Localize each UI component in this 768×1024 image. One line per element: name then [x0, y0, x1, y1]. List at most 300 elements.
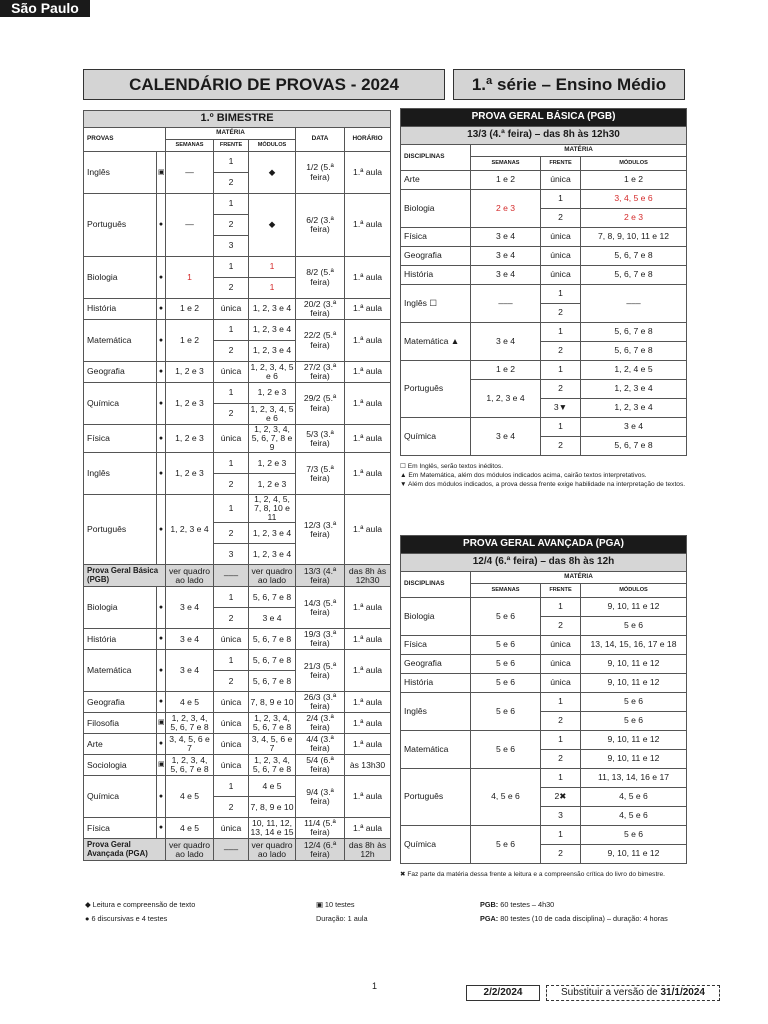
- discursive-bullet-icon: ●: [157, 734, 166, 755]
- semanas: 3, 4, 5, 6 e 7: [166, 734, 214, 755]
- frente: 3: [214, 236, 249, 257]
- frente: única: [541, 247, 581, 266]
- discursive-bullet-icon: ●: [157, 425, 166, 453]
- modulos: 11, 13, 14, 16 e 17: [581, 769, 687, 788]
- legend-bullet-2: ● 6 discursivas e 4 testes: [85, 914, 168, 923]
- horario: 1.ª aula: [345, 650, 391, 692]
- semanas: 5 e 6: [471, 598, 541, 636]
- prova-name: Geografia: [84, 362, 157, 383]
- frente: 2✖: [541, 788, 581, 807]
- modulos: 1, 2, 3 e 4: [249, 320, 296, 341]
- prova-name: Prova Geral Avançada (PGA): [84, 839, 166, 861]
- page-number: 1: [372, 981, 378, 991]
- pgb-col-materia: MATÉRIA: [471, 145, 687, 157]
- frente: 3▼: [541, 399, 581, 418]
- legend-discursive: 6 discursivas e 4 testes: [91, 914, 168, 923]
- frente: 2: [541, 750, 581, 769]
- disciplina: Química: [401, 418, 471, 456]
- bimester-header: 1.º BIMESTRE: [84, 111, 391, 128]
- modulos: 1, 2, 3 e 4: [249, 523, 296, 544]
- disciplina: Inglês ☐: [401, 285, 471, 323]
- semanas: 3 e 4: [166, 587, 214, 629]
- modulos: 5, 6, 7 e 8: [249, 629, 296, 650]
- table-row: [84, 734, 391, 755]
- semanas: 1 e 2: [166, 299, 214, 320]
- pga-col-materia: MATÉRIA: [471, 572, 687, 584]
- semanas: 3 e 4: [166, 650, 214, 692]
- semanas: 1, 2, 3, 4, 5, 6, 7 e 8: [166, 713, 214, 734]
- prova-name: Geografia: [84, 692, 157, 713]
- semanas: 4, 5 e 6: [471, 769, 541, 826]
- frente: 1: [541, 826, 581, 845]
- frente: 2: [541, 845, 581, 864]
- legend-pgb: [480, 900, 554, 909]
- frente: 1: [541, 769, 581, 788]
- pgb-col-semanas: SEMANAS: [471, 157, 541, 171]
- version-date: 2/2/2024: [466, 985, 540, 1001]
- modulos: 1, 2 e 3: [249, 383, 296, 404]
- pgb-col-disc: DISCIPLINAS: [401, 145, 471, 171]
- calendar-title: CALENDÁRIO DE PROVAS - 2024: [83, 69, 445, 100]
- prova-name: História: [84, 299, 157, 320]
- prova-name: Matemática: [84, 650, 157, 692]
- frente: única: [214, 818, 249, 839]
- data: 29/2 (5.ª feira): [296, 383, 345, 425]
- table-row: [84, 453, 391, 474]
- disciplina: Inglês: [401, 693, 471, 731]
- disciplina: Física: [401, 228, 471, 247]
- modulos: 5, 6, 7 e 8: [581, 437, 687, 456]
- table-row: [401, 769, 687, 788]
- disciplina: Biologia: [401, 190, 471, 228]
- modulos: 5 e 6: [581, 617, 687, 636]
- disciplina: Matemática: [401, 731, 471, 769]
- reading-icon: ◆: [249, 194, 296, 257]
- semanas: ver quadro ao lado: [166, 839, 214, 861]
- prova-name: Português: [84, 194, 157, 257]
- modulos: 9, 10, 11 e 12: [581, 598, 687, 617]
- semanas: 1: [166, 257, 214, 299]
- frente: 2: [214, 278, 249, 299]
- modulos: 1, 2, 4, 5, 7, 8, 10 e 11: [249, 495, 296, 523]
- table-row: [84, 692, 391, 713]
- semanas: 1 e 2: [471, 171, 541, 190]
- discursive-bullet-icon: ●: [157, 257, 166, 299]
- data: 8/2 (5.ª feira): [296, 257, 345, 299]
- table-row: [401, 247, 687, 266]
- frente: única: [214, 713, 249, 734]
- discursive-bullet-icon: ●: [157, 383, 166, 425]
- semanas: 1 e 2: [166, 320, 214, 362]
- first-bimester-table: [83, 110, 391, 861]
- frente: 1: [214, 383, 249, 404]
- disciplina: Biologia: [401, 598, 471, 636]
- prova-name: Sociologia: [84, 755, 157, 776]
- frente: 1: [541, 190, 581, 209]
- pga-col-modulos: MÓDULOS: [581, 584, 687, 598]
- table-row: [84, 299, 391, 320]
- modulos: 1, 2, 3 e 4: [581, 380, 687, 399]
- col-horario: HORÁRIO: [345, 128, 391, 152]
- prova-name: Química: [84, 776, 157, 818]
- modulos: 1: [249, 278, 296, 299]
- frente: 1: [214, 194, 249, 215]
- replace-prefix: Substituir a versão de: [561, 987, 661, 998]
- col-semanas: SEMANAS: [166, 140, 214, 152]
- data: 9/4 (3.ª feira): [296, 776, 345, 818]
- pga-table: [400, 535, 687, 864]
- data: 12/4 (6.ª feira): [296, 839, 345, 861]
- modulos: 4 e 5: [249, 776, 296, 797]
- modulos: 1, 2 e 3: [249, 453, 296, 474]
- legend-reading: Leitura e compreensão de texto: [92, 900, 196, 909]
- frente: única: [214, 734, 249, 755]
- semanas: 1, 2 e 3: [166, 453, 214, 495]
- horario: 1.ª aula: [345, 299, 391, 320]
- semanas: –––: [471, 285, 541, 323]
- table-row: [84, 629, 391, 650]
- frente: 1: [214, 650, 249, 671]
- disciplina: Matemática ▲: [401, 323, 471, 361]
- modulos: 5, 6, 7 e 8: [581, 323, 687, 342]
- frente: 1: [541, 418, 581, 437]
- frente: 1: [541, 731, 581, 750]
- horario: das 8h às 12h30: [345, 565, 391, 587]
- frente: 1: [214, 152, 249, 173]
- modulos: 1, 2, 3, 4, 5, 6, 7 e 8: [249, 755, 296, 776]
- horario: 1.ª aula: [345, 734, 391, 755]
- table-row: [84, 425, 391, 453]
- modulos: 4, 5 e 6: [581, 807, 687, 826]
- frente: 2: [541, 712, 581, 731]
- test-box-icon: ▣: [157, 755, 166, 776]
- table-row: [401, 636, 687, 655]
- frente: –––: [214, 565, 249, 587]
- modulos: 1, 2, 4 e 5: [581, 361, 687, 380]
- table-row: [84, 257, 391, 278]
- semanas: ver quadro ao lado: [166, 565, 214, 587]
- disciplina: História: [401, 266, 471, 285]
- frente: 2: [541, 437, 581, 456]
- frente: 1: [214, 320, 249, 341]
- pga-col-disc: DISCIPLINAS: [401, 572, 471, 598]
- data: 5/4 (6.ª feira): [296, 755, 345, 776]
- frente: única: [214, 362, 249, 383]
- discursive-bullet-icon: ●: [157, 818, 166, 839]
- frente: 2: [214, 797, 249, 818]
- frente: 2: [541, 209, 581, 228]
- frente: 1: [541, 323, 581, 342]
- semanas: 1, 2 e 3: [166, 425, 214, 453]
- modulos: 5 e 6: [581, 826, 687, 845]
- modulos: 3 e 4: [249, 608, 296, 629]
- modulos: 5, 6, 7 e 8: [581, 266, 687, 285]
- disciplina: Português: [401, 769, 471, 826]
- frente: 2: [214, 215, 249, 236]
- table-row: [84, 587, 391, 608]
- semanas: 3 e 4: [471, 247, 541, 266]
- data: 22/2 (5.ª feira): [296, 320, 345, 362]
- data: 26/3 (3.ª feira): [296, 692, 345, 713]
- disciplina: Física: [401, 636, 471, 655]
- modulos: 1, 2, 3 e 4: [581, 399, 687, 418]
- data: 19/3 (3.ª feira): [296, 629, 345, 650]
- semanas: 2 e 3: [471, 190, 541, 228]
- semanas: 5 e 6: [471, 636, 541, 655]
- modulos: 1, 2, 3, 4, 5 e 6: [250, 403, 294, 423]
- modulos: 5, 6, 7 e 8: [581, 342, 687, 361]
- pga-title: PROVA GERAL AVANÇADA (PGA): [401, 536, 687, 554]
- frente: única: [541, 636, 581, 655]
- modulos: 13, 14, 15, 16, 17 e 18: [581, 636, 687, 655]
- table-row: [84, 383, 391, 404]
- frente: 2: [541, 304, 581, 323]
- data: 12/3 (3.ª feira): [296, 495, 345, 565]
- semanas: 4 e 5: [166, 776, 214, 818]
- horario: 1.ª aula: [345, 776, 391, 818]
- pga-col-semanas: SEMANAS: [471, 584, 541, 598]
- data: 27/2 (3.ª feira): [296, 362, 345, 383]
- frente: única: [541, 228, 581, 247]
- legend-pgb-key: PGB:: [480, 900, 499, 909]
- frente: –––: [214, 839, 249, 861]
- table-row: [84, 495, 391, 523]
- pgb-table: [400, 108, 687, 456]
- disciplina: Português: [401, 361, 471, 418]
- data: 5/3 (3.ª feira): [296, 425, 345, 453]
- horario: das 8h às 12h: [345, 839, 391, 861]
- modulos: 5, 6, 7 e 8: [581, 247, 687, 266]
- table-row: [84, 565, 391, 587]
- discursive-bullet-icon: ●: [157, 650, 166, 692]
- frente: 2: [214, 474, 249, 495]
- prova-name: Biologia: [84, 257, 157, 299]
- modulos: 4, 5 e 6: [581, 788, 687, 807]
- frente: única: [214, 425, 249, 453]
- frente: 2: [541, 342, 581, 361]
- table-row: [84, 320, 391, 341]
- frente: 2: [214, 523, 249, 544]
- prova-name: Química: [84, 383, 157, 425]
- series-title: 1.ª série – Ensino Médio: [453, 69, 685, 100]
- semanas: 3 e 4: [471, 323, 541, 361]
- horario: 1.ª aula: [345, 453, 391, 495]
- discursive-bullet-icon: ●: [157, 299, 166, 320]
- table-row: [84, 152, 391, 173]
- table-row: [401, 674, 687, 693]
- semanas: 1, 2, 3 e 4: [471, 380, 541, 418]
- frente: 2: [541, 380, 581, 399]
- semanas: 3 e 4: [166, 629, 214, 650]
- city-badge: São Paulo: [0, 0, 90, 17]
- frente: 1: [214, 776, 249, 797]
- modulos: 3, 4, 5, 6 e 7: [249, 734, 296, 755]
- semanas: 1, 2, 3 e 4: [166, 495, 214, 565]
- frente: 2: [214, 671, 249, 692]
- discursive-bullet-icon: ●: [157, 453, 166, 495]
- semanas: 3 e 4: [471, 266, 541, 285]
- prova-name: História: [84, 629, 157, 650]
- table-row: [401, 190, 687, 209]
- prova-name: Arte: [84, 734, 157, 755]
- pgb-col-modulos: MÓDULOS: [581, 157, 687, 171]
- disciplina: Geografia: [401, 655, 471, 674]
- pgb-note-portugues: ▼ Além dos módulos indicados, a prova dessa frente exige habilidade na interpretação de textos.: [400, 481, 686, 488]
- table-row: [401, 693, 687, 712]
- prova-name: Biologia: [84, 587, 157, 629]
- table-row: [84, 776, 391, 797]
- prova-name: Física: [84, 425, 157, 453]
- frente: 2: [214, 341, 249, 362]
- semanas: 1 e 2: [471, 361, 541, 380]
- frente: única: [214, 692, 249, 713]
- frente: 1: [214, 257, 249, 278]
- frente: 2: [214, 404, 249, 425]
- semanas: 5 e 6: [471, 826, 541, 864]
- modulos: 7, 8, 9, 10, 11 e 12: [581, 228, 687, 247]
- table-row: [401, 285, 687, 304]
- prova-name: Inglês: [84, 453, 157, 495]
- modulos: 1, 2, 3, 4, 5 e 6: [250, 361, 294, 381]
- reading-icon: ◆: [249, 152, 296, 194]
- horario: 1.ª aula: [345, 383, 391, 425]
- legend-pga: [480, 914, 668, 923]
- col-frente: FRENTE: [214, 140, 249, 152]
- horario: 1.ª aula: [345, 818, 391, 839]
- pgb-note-matematica: ▲ Em Matemática, além dos módulos indicados acima, cairão textos interpretativos.: [400, 472, 647, 479]
- modulos: 9, 10, 11 e 12: [581, 845, 687, 864]
- frente: única: [541, 171, 581, 190]
- replace-date: 31/1/2024: [660, 987, 705, 998]
- discursive-bullet-icon: ●: [157, 194, 166, 257]
- pgb-notes: [400, 462, 700, 489]
- table-row: [84, 362, 391, 383]
- test-box-icon: ▣: [157, 713, 166, 734]
- frente: 1: [541, 693, 581, 712]
- modulos: 9, 10, 11 e 12: [581, 674, 687, 693]
- modulos: 1, 2, 3 e 4: [249, 544, 296, 565]
- legend-bullet-1: ◆ Leitura e compreensão de texto: [85, 900, 196, 909]
- horario: 1.ª aula: [345, 425, 391, 453]
- col-modulos: MÓDULOS: [249, 140, 296, 152]
- data: 14/3 (5.ª feira): [296, 587, 345, 629]
- modulos: 3, 4, 5 e 6: [581, 190, 687, 209]
- table-row: [401, 826, 687, 845]
- modulos: 9, 10, 11 e 12: [581, 750, 687, 769]
- prova-name: Filosofia: [84, 713, 157, 734]
- frente: 2: [214, 608, 249, 629]
- discursive-bullet-icon: ●: [157, 362, 166, 383]
- frente: 3: [541, 807, 581, 826]
- table-row: [84, 839, 391, 861]
- frente: única: [214, 299, 249, 320]
- frente: única: [214, 755, 249, 776]
- table-row: [401, 731, 687, 750]
- frente: única: [541, 655, 581, 674]
- modulos: 1, 2, 3, 4, 5, 6, 7 e 8: [249, 713, 296, 734]
- frente: única: [541, 674, 581, 693]
- semanas: 4 e 5: [166, 818, 214, 839]
- frente: 2: [541, 617, 581, 636]
- horario: 1.ª aula: [345, 692, 391, 713]
- legend-pga-value: 80 testes (10 de cada disciplina) – duração: 4 horas: [500, 914, 668, 923]
- table-row: [84, 755, 391, 776]
- discursive-bullet-icon: ●: [157, 320, 166, 362]
- modulos: 1, 2 e 3: [249, 474, 296, 495]
- semanas: —: [166, 194, 214, 257]
- modulos: 2 e 3: [581, 209, 687, 228]
- prova-name: Matemática: [84, 320, 157, 362]
- modulos: 1, 2, 3, 4, 5, 6, 7, 8 e 9: [249, 425, 296, 453]
- discursive-bullet-icon: ●: [157, 495, 166, 565]
- modulos: 5 e 6: [581, 712, 687, 731]
- horario: 1.ª aula: [345, 629, 391, 650]
- pga-date: 12/4 (6.ª feira) – das 8h às 12h: [401, 554, 687, 572]
- table-row: [84, 713, 391, 734]
- table-row: [84, 194, 391, 215]
- test-box-icon: ▣: [157, 152, 166, 194]
- modulos: ver quadro ao lado: [249, 565, 296, 587]
- table-row: [84, 650, 391, 671]
- modulos: 9, 10, 11 e 12: [581, 731, 687, 750]
- disciplina: Geografia: [401, 247, 471, 266]
- semanas: 5 e 6: [471, 674, 541, 693]
- prova-name: Prova Geral Básica (PGB): [84, 565, 166, 587]
- pgb-date: 13/3 (4.ª feira) – das 8h às 12h30: [401, 127, 687, 145]
- semanas: 1, 2, 3, 4, 5, 6, 7 e 8: [166, 755, 214, 776]
- disciplina: Química: [401, 826, 471, 864]
- discursive-bullet-icon: ●: [157, 587, 166, 629]
- data: 20/2 (3.ª feira): [296, 299, 345, 320]
- table-row: [401, 171, 687, 190]
- legend-ten-tests: 10 testes: [324, 900, 355, 909]
- semanas: 5 e 6: [471, 731, 541, 769]
- modulos: 5 e 6: [581, 693, 687, 712]
- legend-pgb-value: 60 testes – 4h30: [500, 900, 555, 909]
- pgb-title: PROVA GERAL BÁSICA (PGB): [401, 109, 687, 127]
- discursive-bullet-icon: ●: [157, 629, 166, 650]
- data: 1/2 (5.ª feira): [296, 152, 345, 194]
- prova-name: Inglês: [84, 152, 157, 194]
- frente: 3: [214, 544, 249, 565]
- modulos: 5, 6, 7 e 8: [249, 671, 296, 692]
- modulos: 9, 10, 11 e 12: [581, 655, 687, 674]
- data: 6/2 (3.ª feira): [296, 194, 345, 257]
- modulos: 10, 11, 12, 13, 14 e 15: [250, 818, 294, 838]
- horario: 1.ª aula: [345, 194, 391, 257]
- frente: única: [541, 266, 581, 285]
- data: 2/4 (3.ª feira): [296, 713, 345, 734]
- modulos: ver quadro ao lado: [249, 839, 296, 861]
- replace-notice: [546, 985, 720, 1001]
- legend-box: ▣ 10 testes: [316, 900, 355, 909]
- horario: 1.ª aula: [345, 320, 391, 362]
- pgb-col-frente: FRENTE: [541, 157, 581, 171]
- pga-col-frente: FRENTE: [541, 584, 581, 598]
- modulos: 3 e 4: [581, 418, 687, 437]
- horario: 1.ª aula: [345, 362, 391, 383]
- col-materia: MATÉRIA: [166, 128, 296, 140]
- semanas: 5 e 6: [471, 655, 541, 674]
- horario: 1.ª aula: [345, 713, 391, 734]
- semanas: —: [166, 152, 214, 194]
- modulos: 7, 8, 9 e 10: [249, 692, 296, 713]
- horario: 1.ª aula: [345, 587, 391, 629]
- disciplina: História: [401, 674, 471, 693]
- modulos: 1: [249, 257, 296, 278]
- horario: 1.ª aula: [345, 152, 391, 194]
- frente: 1: [214, 495, 249, 523]
